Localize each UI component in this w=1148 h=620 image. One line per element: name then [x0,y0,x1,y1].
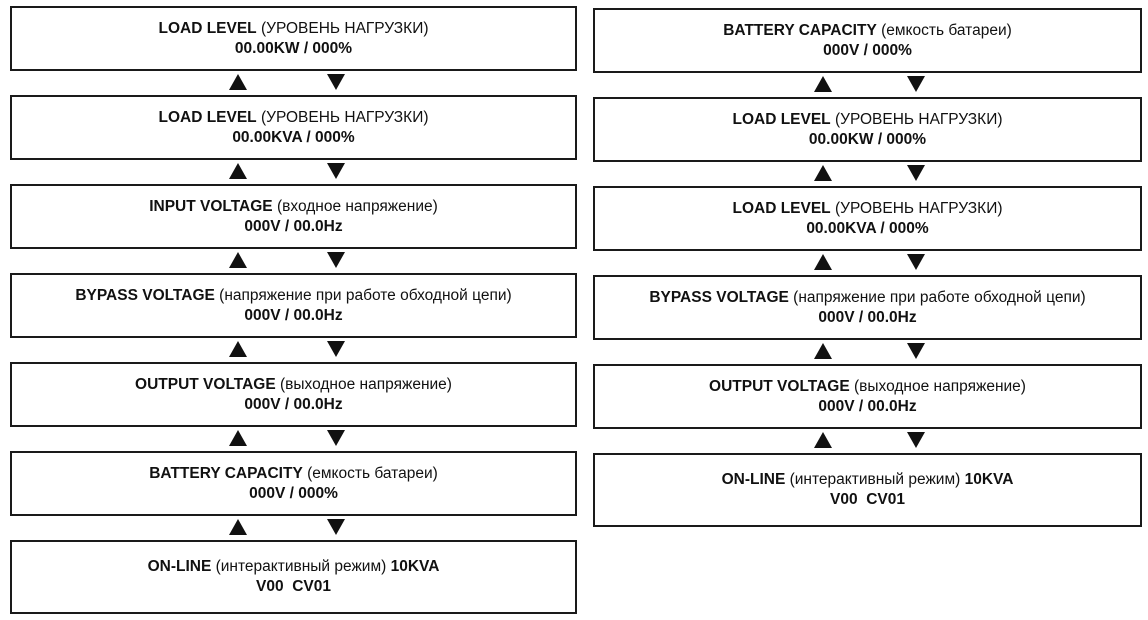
navigation-arrows [593,162,1142,186]
navigation-arrows [593,73,1142,97]
display-screen-bypass-voltage [593,275,1142,340]
display-screen-online-mode [593,453,1142,527]
screen-title [722,470,1014,490]
screen-value: V00 CV01 [830,491,905,508]
screen-label: ON-LINE [147,558,212,575]
screen-label: LOAD LEVEL [158,108,257,126]
display-screen-battery-capacity [593,8,1142,73]
arrow-down-icon [327,252,345,268]
screen-sublabel: (интерактивный режим) [215,558,387,575]
screen-value: 000V / 000% [249,484,338,502]
screen-title [149,464,438,484]
arrow-down-icon [327,74,345,90]
arrow-up-icon [814,165,832,181]
screen-sublabel: (напряжение при работе обходной цепи) [219,286,512,304]
screen-sublabel: (УРОВЕНЬ НАГРУЗКИ) [260,108,429,126]
screen-label: LOAD LEVEL [158,19,257,37]
screen-sublabel: (выходное напряжение) [280,375,452,393]
screen-title [732,199,1002,219]
display-screen-input-voltage [10,184,577,249]
arrow-down-icon [907,76,925,92]
screen-rating: 10KVA [964,471,1014,488]
screen-title [649,288,1085,308]
screen-value: 00.00KW / 000% [808,130,927,148]
navigation-arrows [593,251,1142,275]
display-screen-load-level-kva [593,186,1142,251]
screen-label: BATTERY CAPACITY [723,21,877,39]
display-screen-output-voltage [593,364,1142,429]
screen-label: LOAD LEVEL [732,199,831,217]
navigation-arrows [593,429,1142,453]
arrow-up-icon [229,74,247,90]
screen-sublabel: (интерактивный режим) [789,471,961,488]
screen-label: INPUT VOLTAGE [149,197,273,215]
screen-title [732,110,1002,130]
screen-value: 000V / 00.0Hz [818,308,917,326]
navigation-arrows [10,516,577,540]
arrow-down-icon [327,341,345,357]
arrow-up-icon [814,432,832,448]
arrow-down-icon [327,519,345,535]
navigation-arrows [10,160,577,184]
arrow-up-icon [814,254,832,270]
arrow-up-icon [229,163,247,179]
display-screen-output-voltage [10,362,577,427]
arrow-up-icon [229,252,247,268]
screen-label: LOAD LEVEL [732,110,831,128]
display-screen-load-level-kw [593,97,1142,162]
display-screen-bypass-voltage [10,273,577,338]
screen-sublabel: (выходное напряжение) [854,377,1026,395]
screen-title [135,375,452,395]
arrow-down-icon [327,430,345,446]
screen-sublabel: (входное напряжение) [276,197,438,215]
arrow-down-icon [327,163,345,179]
screen-title [158,19,428,39]
navigation-arrows [10,71,577,95]
display-screen-online-mode [10,540,577,614]
arrow-down-icon [907,165,925,181]
arrow-up-icon [814,343,832,359]
display-screen-battery-capacity [10,451,577,516]
arrow-down-icon [907,432,925,448]
screen-value: 00.00KVA / 000% [806,219,929,237]
arrow-up-icon [814,76,832,92]
screen-value: V00 CV01 [256,578,331,595]
screen-sublabel: (напряжение при работе обходной цепи) [793,288,1086,306]
screen-value: 000V / 00.0Hz [244,306,343,324]
screen-label: OUTPUT VOLTAGE [135,375,276,393]
screen-value: 00.00KVA / 000% [232,128,355,146]
screen-sublabel: (УРОВЕНЬ НАГРУЗКИ) [834,110,1003,128]
screen-title [75,286,511,306]
screen-value: 000V / 00.0Hz [244,395,343,413]
screen-title [709,377,1026,397]
arrow-up-icon [229,341,247,357]
screen-value: 00.00KW / 000% [234,39,353,57]
display-screen-load-level-kw [10,6,577,71]
display-screen-load-level-kva [10,95,577,160]
navigation-arrows [10,427,577,451]
screen-label: ON-LINE [721,471,786,488]
screen-value: 000V / 00.0Hz [244,217,343,235]
screen-value: 000V / 00.0Hz [818,397,917,415]
screen-label: OUTPUT VOLTAGE [709,377,850,395]
arrow-down-icon [907,343,925,359]
screen-sublabel: (емкость батареи) [307,464,438,482]
arrow-down-icon [907,254,925,270]
navigation-arrows [10,338,577,362]
screen-label: BYPASS VOLTAGE [649,288,789,306]
screen-sublabel: (УРОВЕНЬ НАГРУЗКИ) [260,19,429,37]
screen-title [148,557,440,577]
screen-title [723,21,1012,41]
screen-title [158,108,428,128]
screen-label: BYPASS VOLTAGE [75,286,215,304]
arrow-up-icon [229,430,247,446]
navigation-arrows [10,249,577,273]
arrow-up-icon [229,519,247,535]
screen-value: 000V / 000% [823,41,912,59]
screen-rating: 10KVA [390,558,440,575]
screen-sublabel: (УРОВЕНЬ НАГРУЗКИ) [834,199,1003,217]
screen-title [149,197,438,217]
screen-label: BATTERY CAPACITY [149,464,303,482]
screen-sublabel: (емкость батареи) [881,21,1012,39]
navigation-arrows [593,340,1142,364]
